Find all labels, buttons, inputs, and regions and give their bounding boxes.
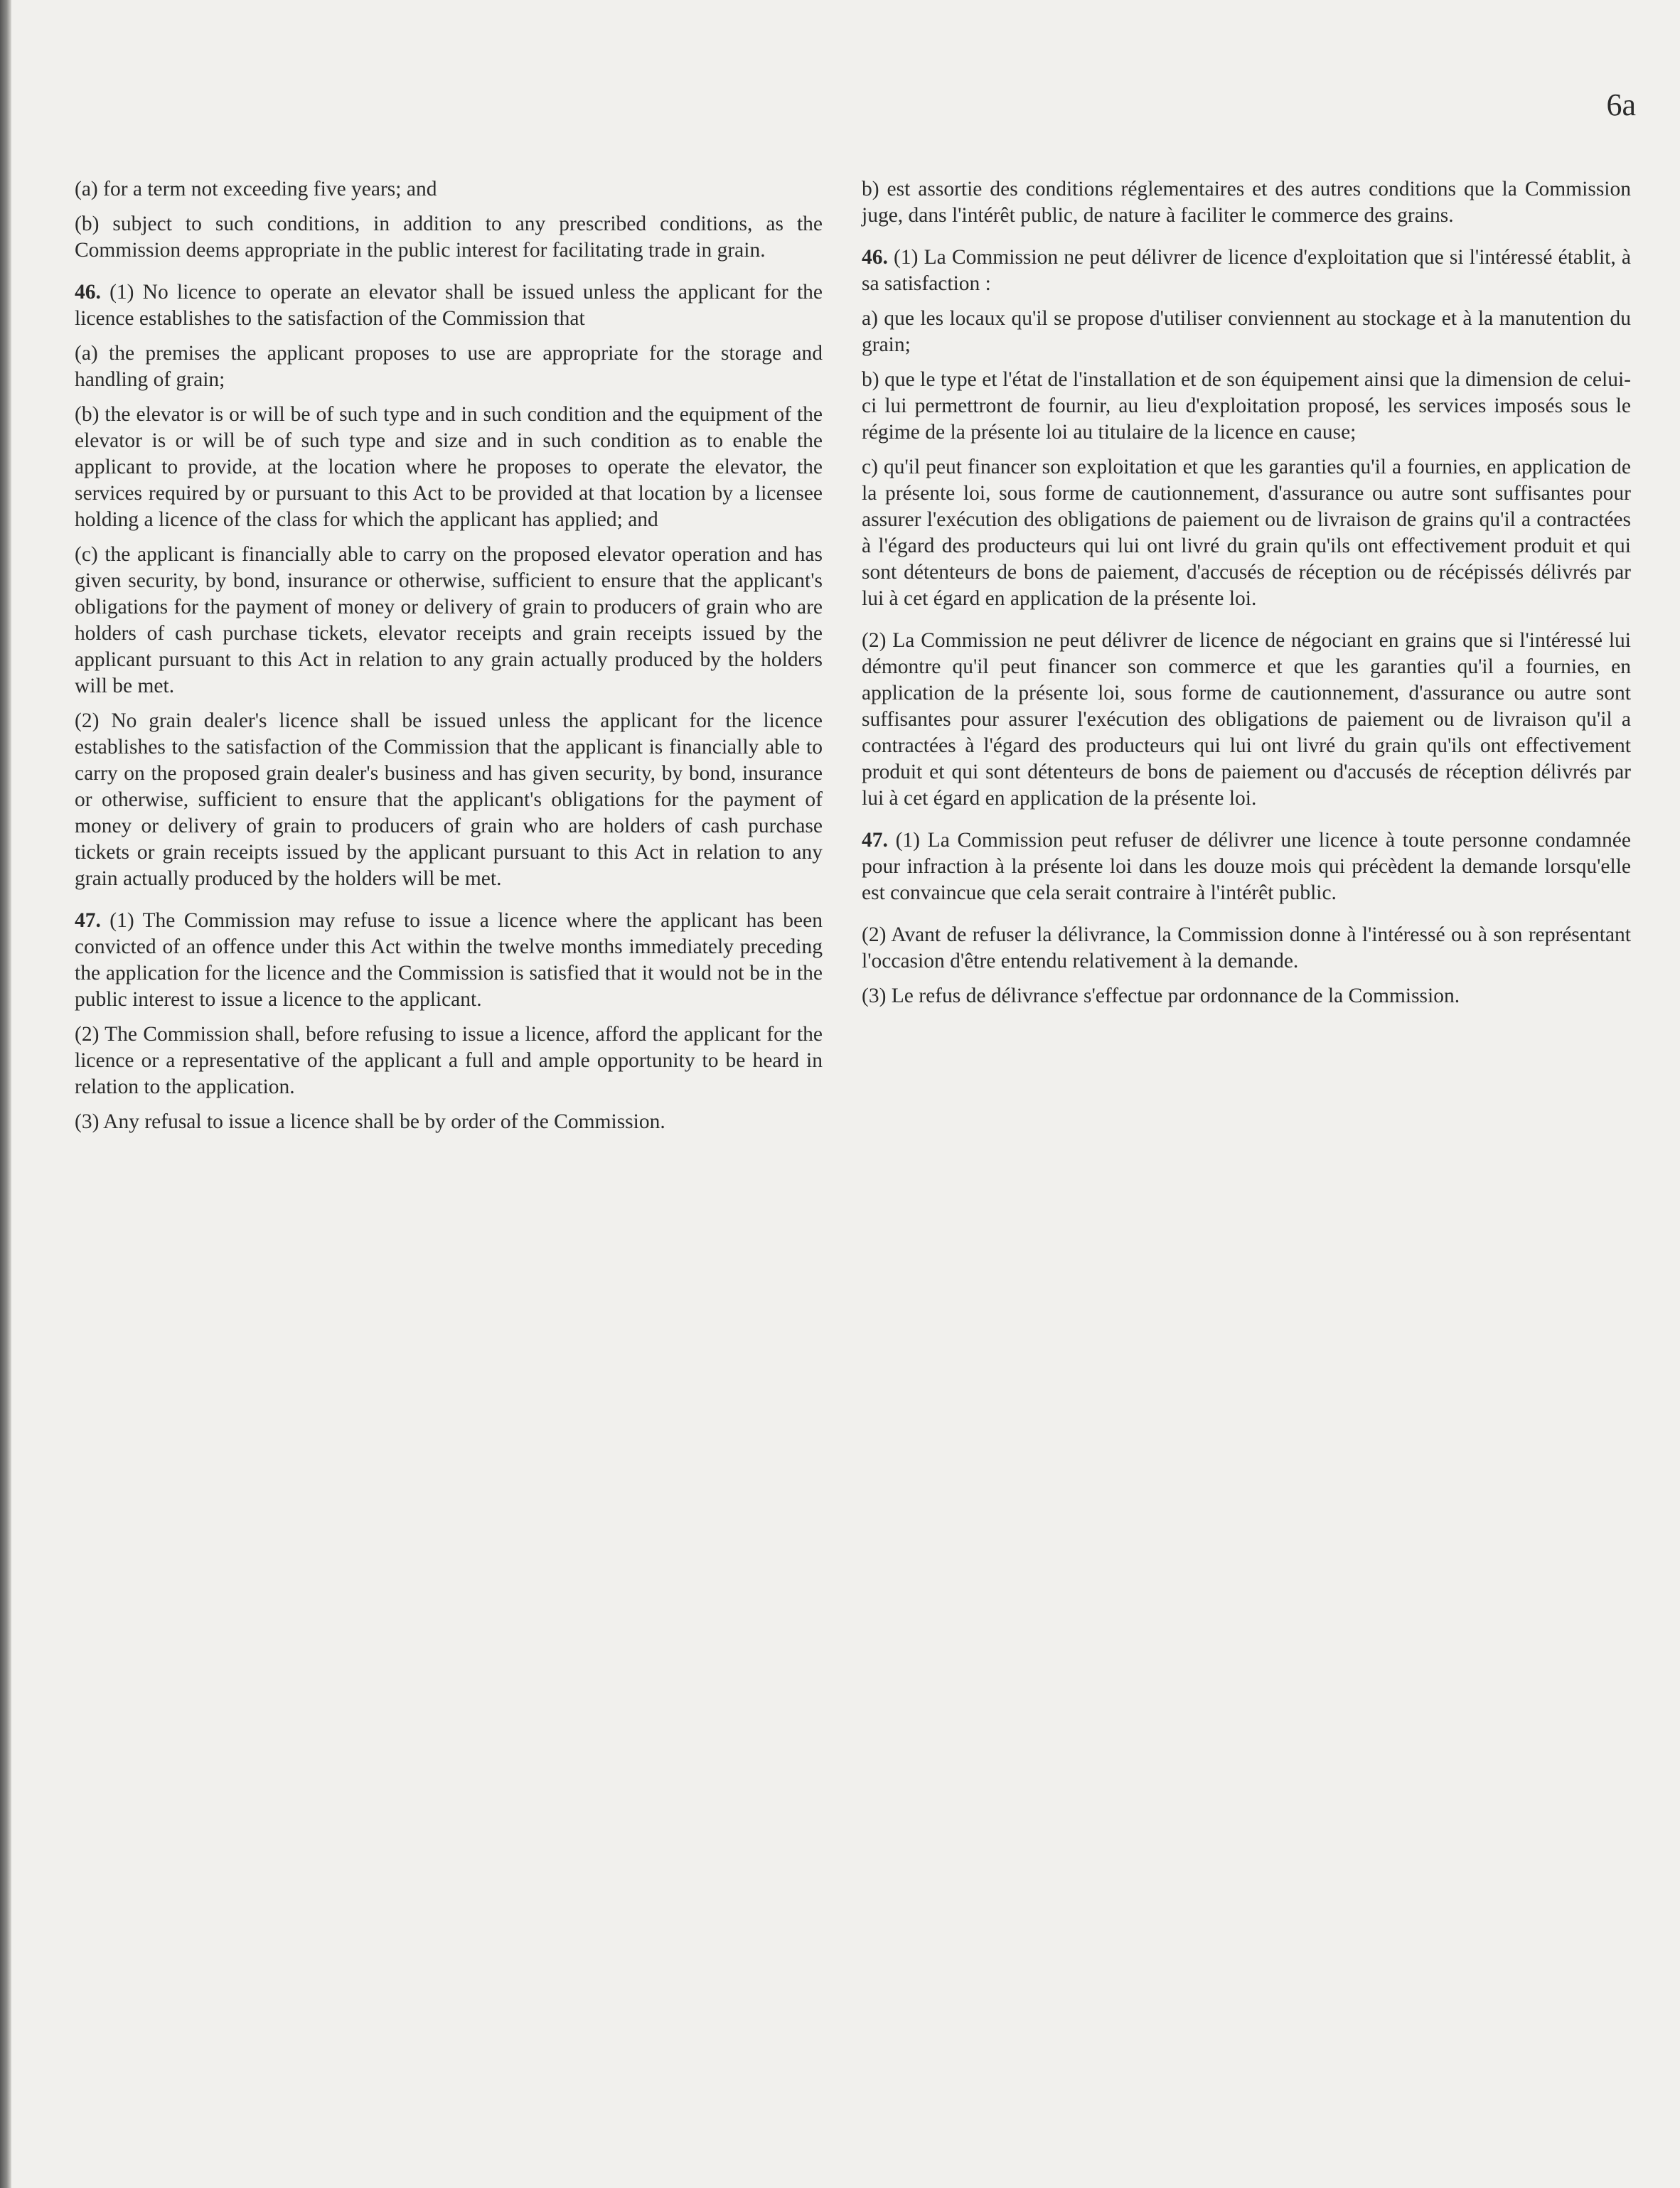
fr-section-47-3 (862, 983, 1631, 1009)
para-text: b) est assortie des conditions réglementaires et des autres conditions que la Commission juge, dans l'intérêt public, de nature à faciliter le commerce des grains. (862, 178, 1631, 227)
para-text: b) que le type et l'état de l'installation et de son équipement ainsi que la dimension de celui-ci lui permettront de fournir, au lieu d'exploitation proposé, les services imposés sous le régime de la présente loi au titulaire de la licence en cause; (862, 368, 1631, 444)
en-para-46-c (75, 542, 823, 699)
fr-para-46-b (862, 367, 1631, 446)
para-text: (b) subject to such conditions, in addition to any prescribed conditions, as the Commission deems appropriate in the public interest for facilitating trade in grain. (75, 213, 823, 262)
en-section-46-2 (75, 708, 823, 892)
fr-para-46-a (862, 306, 1631, 358)
fr-section-47-1 (862, 827, 1631, 906)
para-text: (1) The Commission may refuse to issue a licence where the applicant has been convicted of an offence under this Act within the twelve months immediately preceding the application for the licence and the Commission is satisfied that it would not be in the public interest to issue a licence to the applicant. (75, 909, 823, 1011)
en-section-47-1 (75, 908, 823, 1013)
para-text: (2) The Commission shall, before refusing to issue a licence, afford the applicant for the licence or a representative of the applicant a full and ample opportunity to be heard in relation to the application. (75, 1023, 823, 1098)
fr-para-b-conditions (862, 176, 1631, 229)
para-text: c) qu'il peut financer son exploitation et que les garanties qu'il a fournies, en application de la présente loi, sous forme de cautionnement, d'assurance ou autre sont suffisantes pour assurer l'exécution des obligations de paiement ou de livraison de grains qu'il a contractées à l'égard des producteurs qui lui ont livré du grain qu'ils ont effectivement produit et qui sont détenteurs de bons de paiement, d'accusés de réception ou de récépissés délivrés par lui à cet égard en application de la présente loi. (862, 456, 1631, 610)
fr-section-46-2 (862, 628, 1631, 812)
section-number: 47. (862, 829, 888, 852)
section-number: 47. (75, 909, 101, 932)
para-text: (c) the applicant is financially able to carry on the proposed elevator operation and has given security, by bond, insurance or otherwise, sufficient to ensure that the applicant's obligations for the payment of money or delivery of grain to producers of grain who are holders of cash purchase tickets, elevator receipts and grain receipts issued by the applicant pursuant to this Act in relation to any grain actually produced by the holders will be met. (75, 543, 823, 697)
para-text: (3) Any refusal to issue a licence shall be by order of the Commission. (75, 1110, 665, 1133)
en-section-47-3 (75, 1109, 823, 1135)
en-para-46-b (75, 402, 823, 533)
para-text: (3) Le refus de délivrance s'effectue par ordonnance de la Commission. (862, 985, 1460, 1007)
en-section-47-2 (75, 1021, 823, 1100)
en-para-b-conditions (75, 211, 823, 264)
para-text: a) que les locaux qu'il se propose d'utiliser conviennent au stockage et à la manutention du grain; (862, 307, 1631, 356)
page-number: 6a (1606, 87, 1636, 122)
para-text: (2) Avant de refuser la délivrance, la Commission donne à l'intéressé ou à son représentant l'occasion d'être entendu relativement à la demande. (862, 923, 1631, 972)
en-para-a-term (75, 176, 823, 203)
book-spine-shadow (0, 0, 11, 2188)
para-text: (1) La Commission ne peut délivrer de licence d'exploitation que si l'intéressé établit, à sa satisfaction : (862, 246, 1631, 295)
en-para-46-a (75, 340, 823, 393)
fr-section-47-2 (862, 922, 1631, 975)
english-column (75, 176, 823, 1144)
para-text: (b) the elevator is or will be of such type and in such condition and the equipment of the elevator is or will be of such type and size and in such condition as to enable the applicant to provide, at the location where he proposes to operate the elevator, the services required by or pursuant to this Act to be provided at that location by a licensee holding a licence of the class for which the applicant has applied; and (75, 403, 823, 531)
en-section-46-1 (75, 279, 823, 332)
fr-para-46-c (862, 454, 1631, 612)
fr-section-46-1 (862, 245, 1631, 297)
section-number: 46. (862, 246, 888, 269)
para-text: (a) for a term not exceeding five years; and (75, 178, 437, 200)
section-number: 46. (75, 281, 101, 304)
para-text: (1) La Commission peut refuser de délivrer une licence à toute personne condamnée pour infraction à la présente loi dans les douze mois qui précèdent la demande lorsqu'elle est convaincue que cela serait contraire à l'intérêt public. (862, 829, 1631, 904)
para-text: (2) La Commission ne peut délivrer de licence de négociant en grains que si l'intéressé lui démontre qu'il peut financer son commerce et que les garanties qu'il a fournies, en application de la présente loi, sous forme de cautionnement, d'assurance ou autre sont suffisantes pour assurer l'exécution des obligations de paiement ou de livraison qu'il a contractées à l'égard des producteurs qui lui ont livré du grain qu'ils ont effectivement produit et qui sont détenteurs de bons de paiement ou d'accusés de réception délivrés par lui à cet égard en application de la présente loi. (862, 629, 1631, 810)
french-column (862, 176, 1631, 1018)
para-text: (1) No licence to operate an elevator shall be issued unless the applicant for the licence establishes to the satisfaction of the Commission that (75, 281, 823, 330)
para-text: (2) No grain dealer's licence shall be issued unless the applicant for the licence establishes to the satisfaction of the Commission that the applicant is financially able to carry on the proposed grain dealer's business and has given security, by bond, insurance or otherwise, sufficient to ensure that the applicant's obligations for the payment of money or delivery of grain to producers of grain who are holders of cash purchase tickets or grain receipts issued by the applicant pursuant to this Act in relation to any grain actually produced by the holders will be met. (75, 709, 823, 890)
para-text: (a) the premises the applicant proposes to use are appropriate for the storage and handling of grain; (75, 342, 823, 391)
